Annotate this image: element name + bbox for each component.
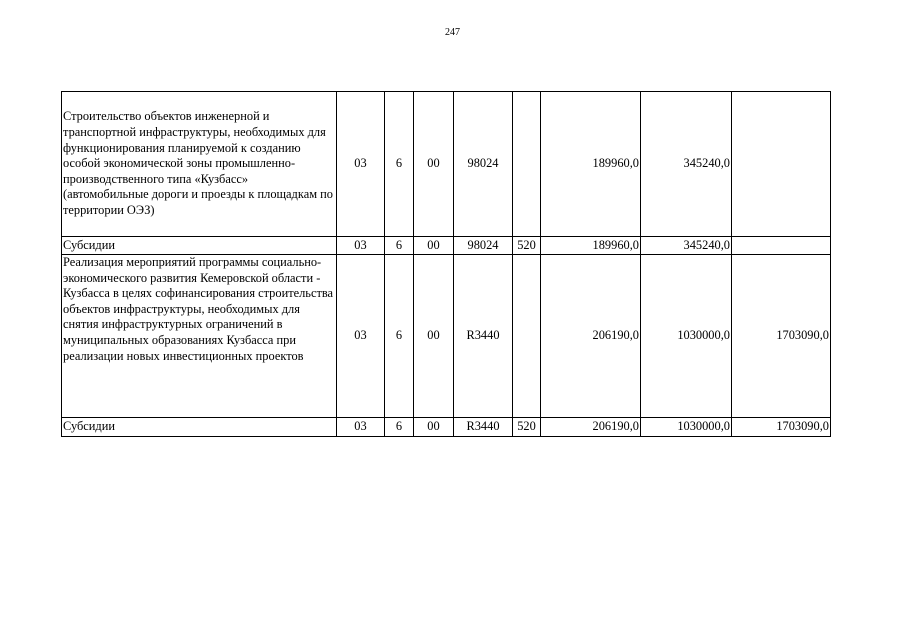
program-code: 00: [414, 255, 454, 418]
page-number: 247: [445, 27, 460, 38]
direction-code: R3440: [454, 255, 513, 418]
expense-type-code: [513, 92, 541, 237]
program-code: 00: [414, 237, 454, 255]
amount-year-2: 1030000,0: [641, 418, 732, 437]
item-name: Субсидии: [62, 237, 337, 255]
subsection-code: 6: [385, 92, 414, 237]
program-code: 00: [414, 418, 454, 437]
item-name: Субсидии: [62, 418, 337, 437]
expense-type-code: [513, 255, 541, 418]
program-code: 00: [414, 92, 454, 237]
item-name: Реализация мероприятий программы социально-экономического развития Кемеровской области - Кузбасса в целях софинансирования строительства объектов инфраструктуры, необходимых для снятия инфраструктурных ограничений в муниципальных образованиях Кузбасса при реализации новых инвестиционных проектов: [62, 255, 337, 418]
expense-type-code: 520: [513, 237, 541, 255]
amount-year-2: 1030000,0: [641, 255, 732, 418]
direction-code: 98024: [454, 92, 513, 237]
section-code: 03: [337, 255, 385, 418]
table-row: [62, 237, 831, 255]
table-row: [62, 255, 831, 418]
amount-year-1: 206190,0: [541, 255, 641, 418]
amount-year-2: 345240,0: [641, 237, 732, 255]
amount-year-3: 1703090,0: [732, 255, 831, 418]
direction-code: 98024: [454, 237, 513, 255]
table-row: [62, 92, 831, 237]
amount-year-3: 1703090,0: [732, 418, 831, 437]
section-code: 03: [337, 92, 385, 237]
subsection-code: 6: [385, 237, 414, 255]
item-name: Строительство объектов инженерной и транспортной инфраструктуры, необходимых для функционирования планируемой к созданию особой экономической зоны промышленно-производственного типа «Кузбасс» (автомобильные дороги и проезды к площадкам по территории ОЭЗ): [62, 92, 337, 237]
expense-type-code: 520: [513, 418, 541, 437]
amount-year-3: [732, 237, 831, 255]
amount-year-1: 206190,0: [541, 418, 641, 437]
subsection-code: 6: [385, 255, 414, 418]
budget-table: [61, 91, 831, 437]
direction-code: R3440: [454, 418, 513, 437]
amount-year-1: 189960,0: [541, 92, 641, 237]
subsection-code: 6: [385, 418, 414, 437]
amount-year-1: 189960,0: [541, 237, 641, 255]
table-row: [62, 418, 831, 437]
section-code: 03: [337, 237, 385, 255]
amount-year-2: 345240,0: [641, 92, 732, 237]
section-code: 03: [337, 418, 385, 437]
amount-year-3: [732, 92, 831, 237]
